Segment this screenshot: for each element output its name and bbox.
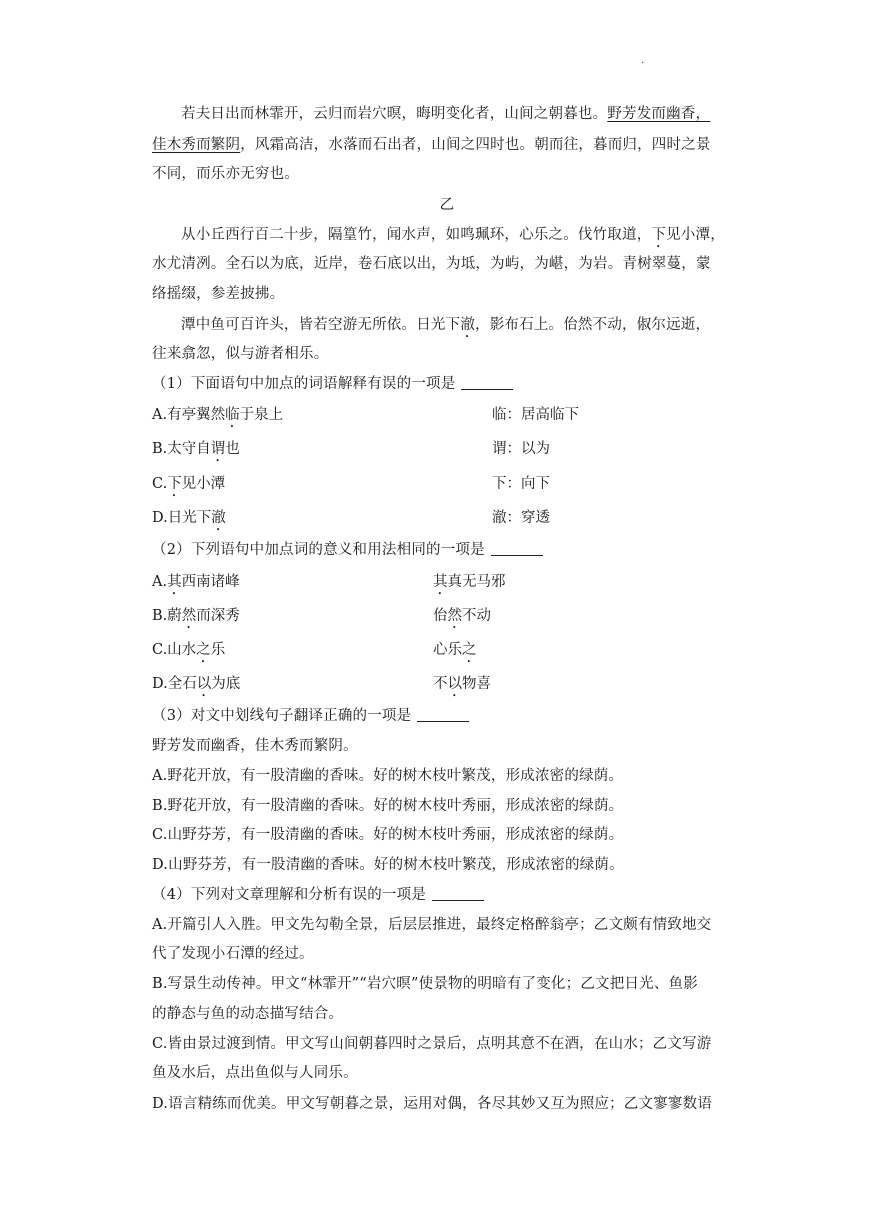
dotted-word: 然 [181,608,197,624]
text: D.日光下 [152,510,212,526]
question-text: （4）下列对文章理解和分析有误的一项是 [152,887,427,903]
text: 见小潭， [666,227,725,243]
text: 潭中鱼可百许头，皆若空游无所依。日光下 [181,317,461,333]
answer-blank[interactable] [432,886,484,901]
dotted-word: 临 [225,407,240,423]
passage-b-line-2: 水尤清冽。全石以为底，近岸，卷石底以出，为坻，为屿，为嵁，为岩。青树翠蔓，蒙 [152,256,711,272]
q1-stem [152,374,742,394]
gloss: 临：居高临下 [492,407,579,423]
compare-phrase [433,640,477,666]
q4-option-b-line-1: B.写景生动传神。甲文“林霏开”“岩穴暝”使景物的明暗有了变化；乙文把日光、鱼影 [152,976,698,992]
text: 西南诸峰 [181,574,240,590]
dotted-word: 以 [196,676,212,692]
answer-blank[interactable] [491,541,543,556]
text: 乐 [210,642,226,658]
text: B.蔚 [152,608,182,624]
q3-stem [152,706,742,726]
gloss: 澈：穿透 [492,510,550,526]
answer-blank[interactable] [417,707,469,722]
q2-option-b [152,606,742,632]
q4-option-c-line-2: 鱼及水后，点出鱼似与人同乐。 [152,1065,358,1081]
text: C. [152,476,168,492]
text: 于泉上 [239,407,284,423]
passage-a-text: ，风霜高洁，水落而石出者，山间之四时也。朝而往，暮而归，四时之景 [240,137,711,153]
underlined-sentence-part-2: 佳木秀而繁阴 [152,137,241,153]
dotted-word: 其 [433,574,448,590]
q4-option-c-line-1: C.皆由景过渡到情。甲文写山间朝暮四时之景后，点明其意不在酒，在山水；乙文写游 [152,1036,712,1052]
passage-a-line-3: 不同，而乐亦无穷也。 [152,166,299,182]
passage-b-line-1 [181,225,742,251]
gloss: 谓：以为 [492,441,550,457]
q2-option-c [152,640,742,666]
compare-phrase [433,606,491,632]
passage-a-line-1 [181,104,742,124]
question-text: （3）对文中划线句子翻译正确的一项是 [152,708,412,724]
text: 也 [225,441,240,457]
q1-option-d [152,508,742,534]
text: A. [152,574,168,590]
dotted-word: 澈 [460,317,476,333]
compare-phrase [433,674,491,700]
dotted-word: 之 [462,642,477,658]
text: B.太守自 [152,441,211,457]
q3-option-d: D.山野芬芳，有一股清幽的香味。好的树木枝叶繁茂，形成浓密的绿荫。 [152,857,624,873]
text: 佁 [433,608,448,624]
q3-option-a: A.野花开放，有一股清幽的香味。好的树木枝叶繁茂，形成浓密的绿荫。 [152,768,624,784]
dotted-word: 澈 [211,510,226,526]
passage-b-line-3: 络摇缀，参差披拂。 [152,286,285,302]
text: D.全石 [152,676,197,692]
q4-option-b-line-2: 的静态与鱼的动态描写结合。 [152,1006,344,1022]
question-text: （2）下列语句中加点词的意义和用法相同的一项是 [152,542,485,558]
text: 不动 [462,608,491,624]
dotted-word: 下 [651,227,667,243]
q1-option-a [152,405,742,431]
text: ，影布石上。佁然不动，俶尔远逝， [475,317,711,333]
passage-a-line-2 [152,135,742,155]
text: 真无马邪 [447,574,506,590]
q2-stem [152,540,742,560]
q4-stem [152,885,742,905]
text: A.有亭翼然 [152,407,226,423]
gloss: 下：向下 [492,476,550,492]
q3-option-c: C.山野芬芳，有一股清幽的香味。好的树木枝叶秀丽，形成浓密的绿荫。 [152,827,624,843]
text: 而深秀 [196,608,240,624]
dotted-word: 其 [167,574,182,590]
q1-option-b [152,439,742,465]
text: C.山水 [152,642,197,658]
section-b-title: 乙 [439,197,455,213]
dotted-word: 然 [447,608,462,624]
dotted-word: 下 [167,476,182,492]
text: 为底 [211,676,241,692]
text: 心乐 [433,642,462,658]
question-text: （1）下面语句中加点的词语解释有误的一项是 [152,376,456,392]
header-mark: . [641,55,645,66]
q2-option-a [152,572,742,598]
passage-b-line-4 [181,315,742,341]
answer-blank[interactable] [461,375,513,390]
q4-option-a-line-2: 代了发现小石潭的经过。 [152,946,314,962]
underlined-sentence-part-1: 野芳发而幽香， [607,106,711,122]
text: 物喜 [462,676,491,692]
text: 不 [433,676,448,692]
q4-option-a-line-1: A.开篇引人入胜。甲文先勾勒全景，后层层推进，最终定格醉翁亭；乙文颇有情致地交 [152,917,712,933]
passage-a-text: 若夫日出而林霏开，云归而岩穴暝，晦明变化者，山间之朝暮也。 [181,106,608,122]
q3-option-b: B.野花开放，有一股清幽的香味。好的树木枝叶秀丽，形成浓密的绿荫。 [152,798,624,814]
q2-option-d [152,674,742,700]
dotted-word: 谓 [210,441,226,457]
text: 从小丘西行百二十步，隔篁竹，闻水声，如鸣珮环，心乐之。伐竹取道， [181,227,652,243]
text: 见小潭 [181,476,226,492]
passage-b-line-5: 往来翕忽，似与游者相乐。 [152,346,329,362]
q1-option-c [152,474,742,500]
q4-option-d-line-1: D.语言精练而优美。甲文写朝暮之景，运用对偶，各尽其妙又互为照应；乙文寥寥数语 [152,1096,713,1112]
dotted-word: 以 [447,676,462,692]
dotted-word: 之 [196,642,211,658]
compare-phrase [433,572,506,598]
q3-sentence: 野芳发而幽香，佳木秀而繁阴。 [152,738,358,754]
